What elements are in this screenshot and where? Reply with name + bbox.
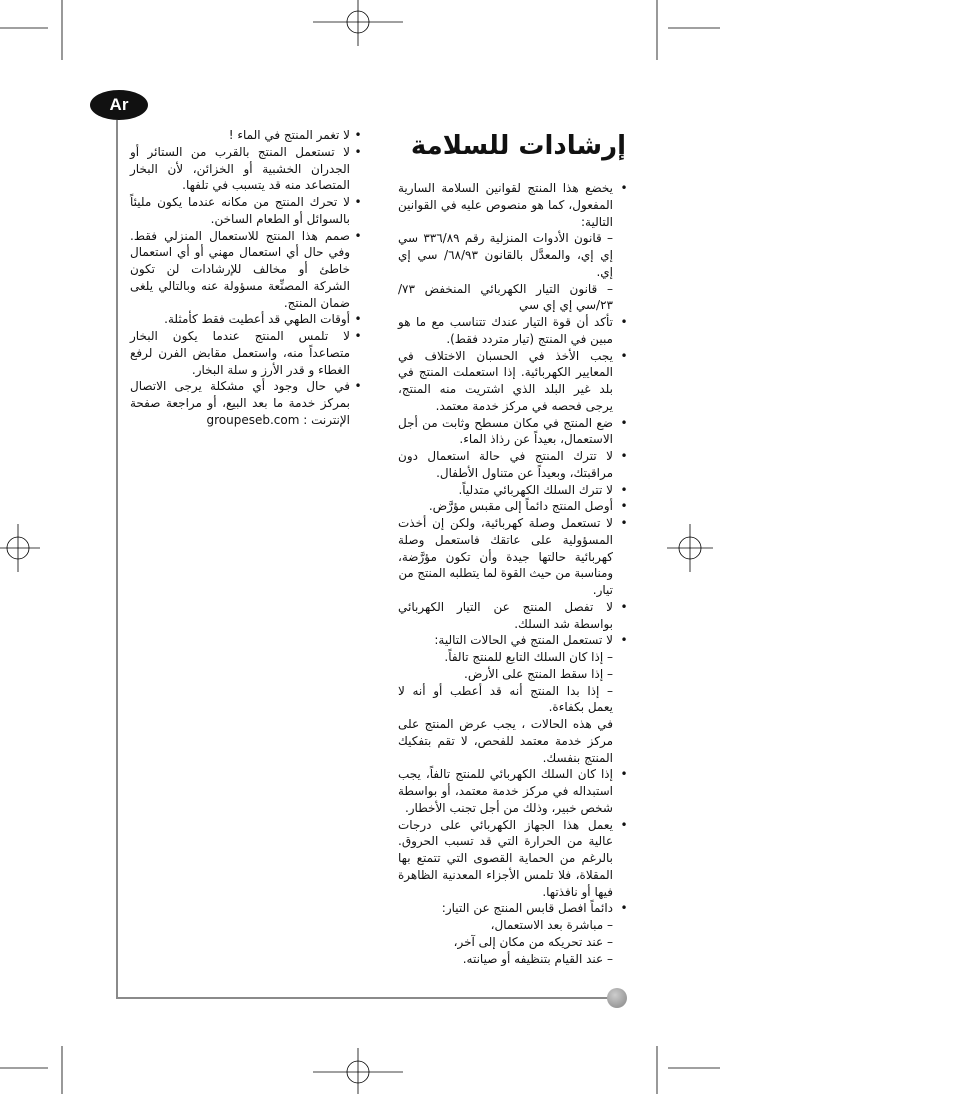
margin-rule-horizontal xyxy=(116,997,610,999)
text-line: – إذا سقط المنتج على الأرض. xyxy=(464,666,613,681)
text-line: متصاعداً منه، واستعمل مقابض الفرن لرفع xyxy=(130,345,350,360)
text-line: – عند القيام بتنظيفه أو صيانته. xyxy=(462,951,613,966)
registration-circle xyxy=(347,1061,369,1083)
text-line: فيها أو نافذتها. xyxy=(542,884,613,899)
safety-item xyxy=(398,515,628,599)
text-line: – عند تحريكه من مكان إلى آخر، xyxy=(453,934,613,949)
safety-item xyxy=(398,180,628,314)
text-line: يعمل هذا الجهاز الكهربائي على درجات xyxy=(398,817,613,832)
text-line: الإنترنت : groupeseb.com xyxy=(206,412,350,427)
text-line: الشركة المصنِّعة مسؤولة عنه وبالتالي يلغى xyxy=(130,278,350,293)
safety-item xyxy=(398,817,628,901)
crop-mark-bottom-right xyxy=(657,1046,720,1094)
registration-mark-right xyxy=(667,524,713,572)
safety-item xyxy=(130,328,362,378)
text-line: لا تلمس المنتج عندما يكون البخار xyxy=(130,329,350,343)
text-line: ضمان المنتج. xyxy=(283,295,350,310)
text-line: لا تستعمل وصلة كهربائية، ولكن إن أخذت xyxy=(398,516,613,530)
bullet-icon: • xyxy=(620,482,628,497)
text-line: المتصاعد منه قد يتسبب في تلفها. xyxy=(182,178,350,193)
text-line: أوقات الطهي قد أعطيت فقط كأمثلة. xyxy=(164,312,350,327)
bullet-icon: • xyxy=(620,599,628,614)
safety-item xyxy=(130,228,362,312)
text-line: يرجى فحصه في مركز خدمة معتمد. xyxy=(435,398,613,413)
text-line: دائماً افصل قابس المنتج عن التيار: xyxy=(441,901,613,916)
text-line: بمركز خدمة ما بعد البيع، أو مراجعة صفحة xyxy=(130,396,350,410)
text-line: التالية: xyxy=(580,214,613,229)
text-line: الاستعمال، بعيداً عن رذاذ الماء. xyxy=(459,432,613,447)
text-line: إذا كان السلك الكهربائي للمنتج تالفاً، يجب xyxy=(398,767,613,782)
text-line: المفعول، كما هو منصوص عليه في القوانين xyxy=(398,197,613,212)
bullet-icon: • xyxy=(354,329,362,343)
text-line: لا تغمر المنتج في الماء ! xyxy=(228,128,350,142)
safety-item xyxy=(398,482,628,499)
text-line: وفي حال أي استعمال مهني أو أي استعمال xyxy=(130,245,350,260)
text-line: مراقبتك، وبعيداً عن متناول الأطفال. xyxy=(436,465,613,480)
page-title: إرشادات للسلامة xyxy=(410,131,626,161)
crop-mark-top-left xyxy=(0,0,62,60)
safety-item xyxy=(398,900,628,967)
text-line: بواسطة شد السلك. xyxy=(514,616,613,631)
safety-item xyxy=(398,314,628,348)
registration-mark-bottom xyxy=(313,1048,403,1094)
bullet-icon: • xyxy=(354,195,362,209)
language-badge: Ar xyxy=(90,90,148,120)
text-line: إي إي، والمعدَّل بالقانون ٦٨/٩٣/ سي إي xyxy=(398,248,613,262)
text-line: الغطاء و قدر الأرز و سلة البخار. xyxy=(191,362,350,377)
text-line: كهربائية حالتها جيدة وأن تكون مؤرَّضة، xyxy=(398,549,613,564)
text-line: – إذا كان السلك التابع للمنتج تالفاً. xyxy=(444,650,613,664)
text-line: مركز خدمة معتمد للفحص، لا تقم بتفكيك xyxy=(398,733,613,748)
bullet-icon: • xyxy=(620,516,628,530)
text-line: إي. xyxy=(596,264,613,279)
bullet-icon: • xyxy=(620,817,628,832)
left-column xyxy=(130,127,362,429)
safety-item xyxy=(398,599,628,633)
text-line: يخضع هذا المنتج لقوانين السلامة السارية xyxy=(398,181,613,195)
text-line: استبداله في مركز خدمة معتمد، أو بواسطة xyxy=(398,784,613,798)
text-line: بلد غير البلد الذي اشتريت منه المنتج، xyxy=(398,382,613,396)
text-line: لا تستعمل المنتج بالقرب من الستائر أو xyxy=(130,144,350,159)
text-line: بالسوائل أو الطعام الساخن. xyxy=(210,211,350,226)
text-line: أوصل المنتج دائماً إلى مقبس مؤرَّض. xyxy=(428,499,613,514)
text-line: بالرغم من الحماية القصوى التي تتمتع بها xyxy=(398,851,613,865)
bullet-icon: • xyxy=(620,499,628,514)
text-line: المنتج بنفسك. xyxy=(542,750,613,765)
text-line: لا تترك السلك الكهربائي متدلياً. xyxy=(458,482,613,497)
text-line: لا تستعمل المنتج في الحالات التالية: xyxy=(434,633,613,648)
registration-mark-top xyxy=(313,0,403,46)
crop-mark-bottom-left xyxy=(0,1046,62,1094)
safety-item xyxy=(398,498,628,515)
safety-item xyxy=(130,127,362,144)
bullet-icon: • xyxy=(354,379,362,394)
bullet-icon: • xyxy=(354,128,362,142)
registration-circle xyxy=(679,537,701,559)
registration-mark-left xyxy=(0,524,40,572)
bullet-icon: • xyxy=(354,312,362,327)
bullet-icon: • xyxy=(620,767,628,782)
safety-item xyxy=(130,311,362,328)
bullet-icon: • xyxy=(620,348,628,363)
margin-rule-vertical xyxy=(116,120,118,998)
text-line: تيار. xyxy=(592,583,613,597)
text-line: يعمل بكفاءة. xyxy=(548,700,613,715)
text-line: يجب الأخذ في الحسبان الاختلاف في xyxy=(398,348,613,363)
text-line: – إذا بدا المنتج أنه قد أعطب أو أنه لا xyxy=(398,683,613,698)
bullet-icon: • xyxy=(354,228,362,243)
text-line: – مباشرة بعد الاستعمال، xyxy=(490,918,613,932)
text-line: ٢٣/سي إي إي سي xyxy=(519,298,613,313)
text-line: لا تحرك المنتج من مكانه عندما يكون مليئاً xyxy=(130,195,350,209)
text-line: المقلاة، فلا تلمس الأجزاء المعدنية الظاهرة xyxy=(398,867,613,882)
crop-mark-top-right xyxy=(657,0,720,60)
right-column xyxy=(398,180,628,967)
text-line: المعايير الكهربائية. إذا استعملت المنتج في xyxy=(398,365,613,380)
text-line: المسؤولية على عاتقك فاستعمل وصلة xyxy=(398,532,613,547)
page-corner-dot xyxy=(607,988,627,1008)
bullet-icon: • xyxy=(354,144,362,159)
bullet-icon: • xyxy=(620,415,628,430)
text-line: مبين في المنتج (تيار متردد فقط). xyxy=(446,331,613,346)
text-line: الجدران الخشبية أو الخزائن، لأن البخار xyxy=(130,161,350,176)
bullet-icon: • xyxy=(620,181,628,195)
text-line: – قانون التيار الكهربائي المنخفض ٧٣/ xyxy=(398,281,613,296)
text-line: لا تترك المنتج في حالة استعمال دون xyxy=(398,449,613,463)
registration-circle xyxy=(7,537,29,559)
safety-item xyxy=(398,632,628,766)
safety-item xyxy=(130,194,362,228)
text-line: ومناسبة من حيث القوة لما يتطلبه المنتج من xyxy=(398,566,613,581)
text-line: في حال وجود أي مشكلة يرجى الاتصال xyxy=(130,379,350,394)
bullet-icon: • xyxy=(620,901,628,916)
safety-item xyxy=(130,144,362,194)
bullet-icon: • xyxy=(620,315,628,329)
text-line: صمم هذا المنتج للاستعمال المنزلي فقط. xyxy=(130,228,350,243)
safety-item xyxy=(398,448,628,482)
text-line: شخص خبير، وذلك من أجل تجنب الأخطار. xyxy=(404,800,613,815)
text-line: في هذه الحالات ، يجب عرض المنتج على xyxy=(398,717,613,731)
bullet-icon: • xyxy=(620,633,628,648)
text-line: – قانون الأدوات المنزلية رقم ٣٣٦/٨٩ سي xyxy=(398,231,613,246)
text-line: عالية من الحرارة التي قد تسبب الحروق. xyxy=(398,834,613,849)
text-line: تأكد أن قوة التيار عندك تتناسب مع ما هو xyxy=(398,315,613,329)
text-line: لا تفصل المنتج عن التيار الكهربائي xyxy=(398,599,613,614)
safety-item xyxy=(398,766,628,816)
text-line: ضع المنتج في مكان مسطح وثابت من أجل xyxy=(398,415,613,430)
text-line: خاطئ أو مخالف للإرشادات لن تكون xyxy=(130,262,350,276)
safety-item xyxy=(130,378,362,428)
safety-item xyxy=(398,415,628,449)
bullet-icon: • xyxy=(620,449,628,463)
registration-circle xyxy=(347,11,369,33)
safety-item xyxy=(398,348,628,415)
